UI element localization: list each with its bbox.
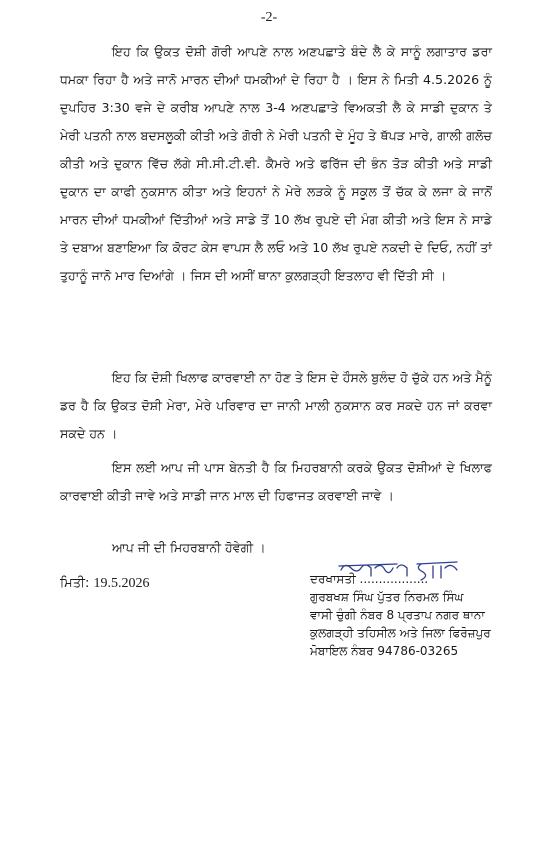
sender-mobile: ਮੋਬਾਇਲ ਨੰਬਰ 94786-03265 — [310, 644, 459, 658]
sender-block — [310, 570, 530, 660]
paragraph-closing: ਆਪ ਜੀ ਦੀ ਮਿਹਰਬਾਨੀ ਹੋਵੇਗੀ । — [112, 540, 266, 555]
date-value: 19.5.2026 — [93, 576, 150, 591]
paragraph-threats: ਇਹ ਕਿ ਉਕਤ ਦੋਸ਼ੀ ਗੋਰੀ ਆਪਣੇ ਨਾਲ ਅਣਪਛਾਤੇ ਬੰਦੇ ਲੈ ਕੇ ਸਾਨੂੰ ਲਗਾਤਾਰ ਡਰਾ ਧਮਕਾ ਰਿਹਾ ਹੈ ਅਤੇ ਜਾਨੋ ਮਾਰਨ ਦੀਆਂ ਧਮਕੀਆਂ ਦੇ ਰਿਹਾ ਹੈ । ਇਸ ਨੇ ਮਿਤੀ 4.5.2026 ਨੂੰ ਦੁਪਹਿਰ 3:30 ਵਜੇ ਦੇ ਕਰੀਬ ਆਪਣੇ ਨਾਲ 3-4 ਅਣਪਛਾਤੇ ਵਿਅਕਤੀ ਲੈ ਕੇ ਸਾਡੀ ਦੁਕਾਨ ਤੇ ਮੇਰੀ ਪਤਨੀ ਨਾਲ ਬਦਸਲੂਕੀ ਕੀਤੀ ਅਤੇ ਗੋਰੀ ਨੇ ਮੇਰੀ ਪਤਨੀ ਦੇ ਮੂੰਹ ਤੇ ਥੱਪੜ ਮਾਰੇ, ਗਾਲੀ ਗਲੋਚ ਕੀਤੀ ਅਤੇ ਦੁਕਾਨ ਵਿੱਚ ਲੱਗੇ ਸੀ.ਸੀ.ਟੀ.ਵੀ. ਕੈਮਰੇ ਅਤੇ ਫਰਿੱਜ ਦੀ ਭੰਨ ਤੋੜ ਕੀਤੀ ਅਤੇ ਸਾਡੀ ਦੁਕਾਨ ਦਾ ਕਾਫੀ ਨੁਕਸਾਨ ਕੀਤਾ ਅਤੇ ਇਹਨਾਂ ਨੇ ਮੇਰੇ ਲੜਕੇ ਨੂੰ ਸਕੂਲ ਤੋਂ ਚੱਕ ਕੇ ਲਜਾ ਕੇ ਜਾਨੋਂ ਮਾਰਨ ਦੀਆਂ ਧਮਕੀਆਂ ਦਿੱਤੀਆਂ ਅਤੇ ਸਾਡੇ ਤੋਂ 10 ਲੱਖ ਰੁਪਏ ਦੀ ਮੰਗ ਕੀਤੀ ਅਤੇ ਇਸ ਨੇ ਸਾਡੇ ਤੇ ਦਬਾਅ ਬਣਾਇਆ ਕਿ ਕੋਰਟ ਕੇਸ ਵਾਪਸ ਲੈ ਲਓ ਅਤੇ 10 ਲੱਖ ਰੁਪਏ ਨਕਦੀ ਦੇ ਦਿਓ, ਨਹੀਂ ਤਾਂ ਤੁਹਾਨੂੰ ਜਾਨੋ ਮਾਰ ਦਿਆਂਗੇ । ਜਿਸ ਦੀ ਅਸੀਂ ਥਾਨਾ ਕੁਲਗੜ੍ਹੀ ਇਤਲਾਹ ਵੀ ਦਿੱਤੀ ਸੀ । — [60, 44, 492, 283]
sender-address: ਵਾਸੀ ਚੁੰਗੀ ਨੰਬਰ 8 ਪ੍ਰਤਾਪ ਨਗਰ ਥਾਨਾ — [310, 608, 485, 622]
page-number: -2- — [260, 10, 278, 25]
sender-label: ਦਰਖਾਸਤੀ — [310, 572, 356, 586]
sender-name: ਗੁਰਬਖਸ਼ ਸਿੰਘ ਪੁੱਤਰ ਨਿਰਮਲ ਸਿੰਘ — [310, 590, 464, 604]
signature-dots: .................. — [359, 572, 429, 586]
date-line — [60, 576, 150, 592]
date-label: ਮਿਤੀ: — [60, 576, 90, 591]
sender-label-row — [310, 570, 530, 588]
paragraph-fear: ਇਹ ਕਿ ਦੋਸ਼ੀ ਖਿਲਾਫ ਕਾਰਵਾਈ ਨਾ ਹੋਣ ਤੇ ਇਸ ਦੇ ਹੌਸਲੇ ਬੁਲੰਦ ਹੋ ਚੁੱਕੇ ਹਨ ਅਤੇ ਮੈਨੂੰ ਡਰ ਹੈ ਕਿ ਉਕਤ ਦੋਸ਼ੀ ਮੇਰਾ, ਮੇਰੇ ਪਰਿਵਾਰ ਦਾ ਜਾਨੀ ਮਾਲੀ ਨੁਕਸਾਨ ਕਰ ਸਕਦੇ ਹਨ ਜਾਂ ਕਰਵਾ ਸਕਦੇ ਹਨ । — [60, 370, 492, 441]
sender-district: ਕੁਲਗੜ੍ਹੀ ਤਹਿਸੀਲ ਅਤੇ ਜਿਲਾ ਫਿਰੋਜ਼ਪੁਰ — [310, 626, 491, 640]
paragraph-request: ਇਸ ਲਈ ਆਪ ਜੀ ਪਾਸ ਬੇਨਤੀ ਹੈ ਕਿ ਮਿਹਰਬਾਨੀ ਕਰਕੇ ਉਕਤ ਦੋਸ਼ੀਆਂ ਦੇ ਖਿਲਾਫ ਕਾਰਵਾਈ ਕੀਤੀ ਜਾਵੇ ਅਤੇ ਸਾਡੀ ਜਾਨ ਮਾਲ ਦੀ ਹਿਫਾਜਤ ਕਰਵਾਈ ਜਾਵੇ । — [60, 460, 492, 503]
